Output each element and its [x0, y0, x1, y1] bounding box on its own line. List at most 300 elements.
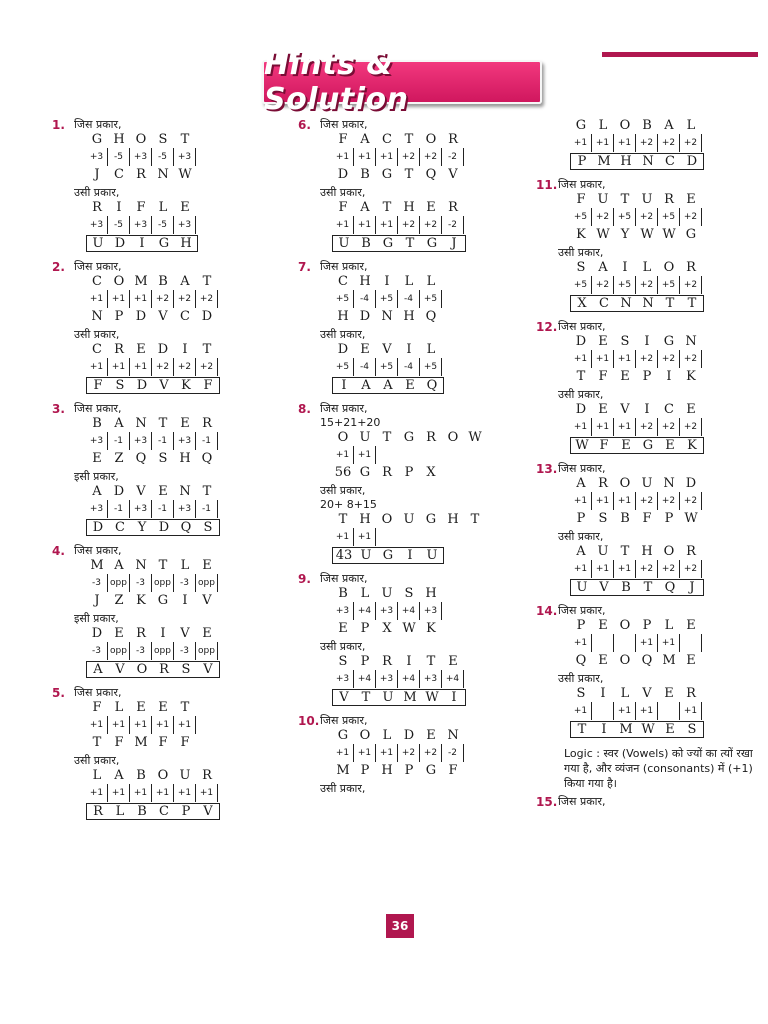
word-letters-cell: N	[135, 558, 147, 573]
operation-row-cell: +2	[636, 418, 658, 436]
operation-row-cell: +5	[332, 290, 354, 308]
operation-row-cell: +1	[592, 560, 614, 578]
operation-row-cell: +2	[636, 208, 658, 226]
word-letters-cell: L	[426, 342, 436, 357]
answer-letters-cell: G	[426, 236, 438, 251]
word-letters-cell: E	[426, 200, 436, 215]
result-letters-cell: P	[642, 369, 652, 384]
word-letters-cell: N	[179, 484, 191, 499]
word-letters-cell: A	[92, 484, 102, 499]
question-number: 6.	[298, 118, 311, 132]
answer-letters-cell: K	[687, 438, 697, 453]
operation-row-cell	[614, 634, 636, 652]
operation-row	[86, 573, 292, 593]
operation-row-cell: +1	[354, 528, 376, 546]
operation-row-cell: +2	[152, 290, 174, 308]
operation-row-cell: +2	[174, 358, 196, 376]
word-letters-cell: U	[597, 544, 609, 559]
word-letters-cell: M	[90, 558, 104, 573]
word-letters-cell: E	[686, 402, 696, 417]
label-usi: उसी प्रकार,	[558, 388, 604, 401]
result-letters	[86, 593, 292, 608]
result-letters-cell: H	[179, 451, 191, 466]
word-letters-cell: S	[158, 132, 168, 147]
answer-letters	[86, 519, 220, 536]
answer-letters-cell: Q	[426, 378, 438, 393]
result-letters-cell: W	[684, 511, 698, 526]
result-letters-cell: Q	[425, 309, 437, 324]
operation-row-cell: +1	[354, 148, 376, 166]
word-letters-cell: T	[426, 654, 436, 669]
result-letters-cell: C	[114, 167, 124, 182]
word-letters-cell: I	[406, 654, 412, 669]
word-letters-cell: F	[338, 132, 348, 147]
answer-letters-cell: I	[341, 378, 347, 393]
answer-letters	[570, 295, 704, 312]
result-letters-cell: P	[360, 763, 370, 778]
answer-letters-cell: C	[599, 296, 609, 311]
word-letters-cell: C	[664, 402, 674, 417]
word-letters-cell: R	[686, 544, 696, 559]
label-jis: जिस प्रकार,	[558, 604, 606, 617]
word-letters-cell: F	[92, 700, 102, 715]
operation-row-cell	[592, 702, 614, 720]
operation-row-cell: -5	[108, 148, 130, 166]
question-8	[298, 402, 538, 564]
word-letters-cell: I	[116, 200, 122, 215]
word-letters	[86, 626, 292, 641]
operation-row-cell: +3	[174, 148, 196, 166]
word-letters-cell: T	[202, 342, 212, 357]
operation-row-cell: +1	[614, 134, 636, 152]
operation-row-cell: -1	[108, 500, 130, 518]
word-letters-cell: L	[158, 200, 168, 215]
operation-row	[332, 147, 538, 167]
word-letters-cell: R	[92, 200, 102, 215]
result-letters-cell: C	[180, 309, 190, 324]
result-letters-cell: H	[337, 309, 349, 324]
word-letters-cell: L	[114, 700, 124, 715]
result-letters	[332, 465, 538, 480]
word-letters-cell: F	[136, 200, 146, 215]
operation-row-cell: +2	[152, 358, 174, 376]
word-letters-cell: H	[403, 200, 415, 215]
word-letters-cell: G	[403, 430, 415, 445]
label-usi: इसी प्रकार,	[74, 470, 119, 483]
operation-row-cell: -4	[398, 358, 420, 376]
word-letters-cell: E	[136, 342, 146, 357]
operation-row-cell: +3	[130, 432, 152, 450]
word-letters-cell: D	[575, 334, 587, 349]
result-letters-cell: H	[403, 309, 415, 324]
operation-row-cell: +2	[658, 418, 680, 436]
operation-row	[570, 349, 762, 369]
label-jis: जिस प्रकार,	[320, 118, 368, 131]
word-letters	[332, 430, 538, 445]
word-letters-cell: D	[337, 342, 349, 357]
operation-row-cell: +4	[354, 670, 376, 688]
operation-row-cell: opp	[108, 642, 130, 660]
label-jis: जिस प्रकार,	[320, 260, 368, 273]
operation-row-cell: +1	[570, 418, 592, 436]
label-usi: उसी प्रकार,	[320, 782, 366, 795]
operation-row-cell: -3	[86, 642, 108, 660]
operation-row-cell: opp	[196, 574, 218, 592]
operation-row-cell: +1	[570, 634, 592, 652]
operation-row-cell: +3	[86, 500, 108, 518]
word-letters-cell: E	[360, 342, 370, 357]
word-letters-cell: I	[644, 402, 650, 417]
operation-row	[570, 701, 762, 721]
question-number: 2.	[52, 260, 65, 274]
answer-letters-cell: E	[665, 438, 675, 453]
question-6	[298, 118, 538, 252]
operation-row-cell: +3	[174, 216, 196, 234]
result-letters-cell: J	[94, 167, 100, 182]
operation-row-cell: +1	[152, 784, 174, 802]
label-jis: जिस प्रकार,	[558, 462, 606, 475]
operation-row-cell: +1	[570, 492, 592, 510]
question-7	[298, 260, 538, 394]
operation-row-cell: +1	[614, 560, 636, 578]
word-letters-cell: T	[158, 558, 168, 573]
operation-row-cell: -3	[174, 642, 196, 660]
result-letters	[570, 369, 762, 384]
column-1	[52, 118, 292, 828]
word-letters-cell: U	[359, 430, 371, 445]
word-letters-cell: H	[425, 586, 437, 601]
operation-row-cell: +3	[376, 602, 398, 620]
operation-row-cell: +3	[130, 216, 152, 234]
result-letters-cell: W	[662, 227, 676, 242]
word-letters-cell: C	[92, 274, 102, 289]
result-letters-cell: N	[381, 309, 393, 324]
word-letters-cell: P	[576, 618, 586, 633]
operation-row	[86, 289, 292, 309]
operation-row-cell: opp	[152, 574, 174, 592]
operation-row-cell: +2	[420, 148, 442, 166]
word-letters-cell: N	[135, 416, 147, 431]
answer-letters-cell: S	[115, 378, 125, 393]
operation-row-cell: +1	[354, 216, 376, 234]
answer-letters-cell: V	[115, 662, 125, 677]
question-number: 9.	[298, 572, 311, 586]
result-letters-cell: S	[598, 511, 608, 526]
word-letters-cell: A	[114, 558, 124, 573]
operation-row-cell: -2	[442, 744, 464, 762]
word-letters-cell: N	[663, 476, 675, 491]
sum-expression: 20+ 8+15	[320, 498, 377, 511]
result-letters-cell: P	[664, 511, 674, 526]
result-letters	[86, 167, 292, 182]
answer-letters-cell: U	[338, 236, 350, 251]
answer-letters-cell: I	[407, 548, 413, 563]
word-letters-cell: L	[92, 768, 102, 783]
result-letters-cell: K	[686, 369, 696, 384]
operation-row-cell: +3	[86, 432, 108, 450]
operation-row-cell: +1	[108, 290, 130, 308]
word-letters-cell: E	[158, 484, 168, 499]
operation-row-cell: +1	[108, 358, 130, 376]
answer-letters-cell: C	[159, 804, 169, 819]
operation-row-cell: -1	[152, 432, 174, 450]
operation-row-cell: +3	[420, 670, 442, 688]
operation-row-cell: +2	[196, 358, 218, 376]
operation-row-cell: +1	[130, 290, 152, 308]
word-letters-cell: T	[180, 132, 190, 147]
operation-row-cell: +5	[658, 208, 680, 226]
word-letters-cell: E	[598, 402, 608, 417]
word-letters	[86, 342, 292, 357]
label-usi: उसी प्रकार,	[558, 530, 604, 543]
result-letters-cell: E	[686, 653, 696, 668]
operation-row-cell: +4	[398, 670, 420, 688]
word-letters	[332, 132, 538, 147]
label-jis: जिस प्रकार,	[320, 714, 368, 727]
word-letters-cell: C	[338, 274, 348, 289]
word-letters-cell: E	[598, 334, 608, 349]
word-letters	[570, 402, 762, 417]
operation-row-cell: +1	[636, 702, 658, 720]
result-letters-cell: O	[619, 653, 631, 668]
answer-letters-cell: R	[159, 662, 169, 677]
word-letters-cell: R	[686, 260, 696, 275]
operation-row-cell: +3	[174, 500, 196, 518]
result-letters-cell: X	[426, 465, 436, 480]
operation-row-cell: +3	[86, 148, 108, 166]
result-letters	[570, 227, 762, 242]
word-letters-cell: R	[448, 200, 458, 215]
operation-row-cell: +1	[636, 634, 658, 652]
result-letters-cell: I	[182, 593, 188, 608]
label-jis: जिस प्रकार,	[558, 320, 606, 333]
operation-row-cell: -5	[108, 216, 130, 234]
answer-letters-cell: Y	[137, 520, 147, 535]
word-letters-cell: B	[338, 586, 348, 601]
label-jis: जिस प्रकार,	[558, 795, 606, 808]
operation-row	[86, 147, 292, 167]
question-number: 7.	[298, 260, 311, 274]
label-usi: उसी प्रकार,	[558, 672, 604, 685]
word-letters	[570, 544, 762, 559]
operation-row-cell: -3	[130, 574, 152, 592]
result-letters-cell: K	[136, 593, 146, 608]
column-2	[298, 118, 538, 804]
operation-row-cell: opp	[152, 642, 174, 660]
word-letters-cell: R	[448, 132, 458, 147]
word-letters	[332, 342, 538, 357]
question-number: 1.	[52, 118, 65, 132]
result-letters-cell: X	[382, 621, 392, 636]
word-letters-cell: B	[158, 274, 168, 289]
operation-row-cell: +2	[398, 216, 420, 234]
operation-row-cell: +1	[570, 702, 592, 720]
question-number: 5.	[52, 686, 65, 700]
word-letters	[332, 200, 538, 215]
operation-row-cell: +2	[680, 276, 702, 294]
operation-row-cell: -4	[398, 290, 420, 308]
operation-row-cell: +2	[680, 134, 702, 152]
word-letters-cell: F	[576, 192, 586, 207]
operation-row-cell: +1	[592, 418, 614, 436]
word-letters	[570, 334, 762, 349]
word-letters-cell: T	[180, 700, 190, 715]
label-jis: जिस प्रकार,	[320, 402, 368, 415]
answer-letters-cell: C	[115, 520, 125, 535]
result-letters-cell: V	[158, 309, 168, 324]
label-jis: जिस प्रकार,	[74, 260, 122, 273]
operation-row-cell: +5	[420, 290, 442, 308]
answer-letters-cell: 43	[335, 548, 353, 563]
operation-row-cell: +1	[130, 358, 152, 376]
result-letters-cell: P	[577, 154, 587, 169]
word-letters-cell: O	[337, 430, 349, 445]
operation-row-cell: +2	[658, 350, 680, 368]
word-letters-cell: I	[384, 274, 390, 289]
operation-row-cell: +2	[592, 208, 614, 226]
question-10	[298, 714, 538, 796]
result-letters-cell: W	[596, 227, 610, 242]
word-letters-cell: I	[406, 342, 412, 357]
operation-row	[332, 445, 538, 465]
operation-row	[86, 215, 292, 235]
label-jis: जिस प्रकार,	[558, 178, 606, 191]
answer-letters-cell: N	[620, 296, 632, 311]
word-letters-cell: P	[360, 654, 370, 669]
operation-row-cell: +1	[86, 290, 108, 308]
word-letters-cell: R	[426, 430, 436, 445]
label-usi: उसी प्रकार,	[74, 186, 120, 199]
word-letters-cell: L	[382, 728, 392, 743]
word-letters-cell: B	[642, 118, 652, 133]
operation-row-cell: -3	[130, 642, 152, 660]
result-letters-cell: R	[136, 167, 146, 182]
operation-row-cell: +5	[570, 208, 592, 226]
word-letters-cell: L	[620, 686, 630, 701]
operation-row-cell: +1	[614, 492, 636, 510]
answer-letters-cell: T	[665, 296, 675, 311]
answer-letters-cell: M	[619, 722, 633, 737]
word-letters-cell: H	[113, 132, 125, 147]
word-letters-cell: T	[158, 416, 168, 431]
operation-row-cell: +1	[130, 716, 152, 734]
word-letters-cell: S	[404, 586, 414, 601]
label-jis: जिस प्रकार,	[74, 686, 122, 699]
question-11	[536, 178, 762, 312]
operation-row-cell: +1	[86, 358, 108, 376]
operation-row-cell: +1	[86, 784, 108, 802]
word-letters-cell: R	[598, 476, 608, 491]
word-letters-cell: D	[91, 626, 103, 641]
answer-letters-cell: D	[158, 520, 170, 535]
answer-letters	[86, 803, 220, 820]
result-letters-cell: N	[642, 154, 654, 169]
word-letters-cell: R	[202, 416, 212, 431]
result-letters-cell: V	[202, 593, 212, 608]
sum-expression: 15+21+20	[320, 416, 381, 429]
operation-row-cell: +1	[376, 216, 398, 234]
operation-row-cell: +1	[592, 134, 614, 152]
word-letters-cell: V	[642, 686, 652, 701]
operation-row-cell: +2	[636, 134, 658, 152]
operation-row	[86, 499, 292, 519]
word-letters-cell: T	[338, 512, 348, 527]
result-letters-cell: Q	[641, 653, 653, 668]
result-letters-cell: K	[576, 227, 586, 242]
label-usi: उसी प्रकार,	[558, 246, 604, 259]
operation-row	[332, 601, 538, 621]
operation-row-cell: +4	[354, 602, 376, 620]
operation-row-cell: +2	[636, 492, 658, 510]
word-letters-cell: O	[425, 132, 437, 147]
word-letters-cell: A	[576, 476, 586, 491]
answer-letters-cell: S	[181, 662, 191, 677]
answer-letters	[332, 547, 444, 564]
operation-row-cell: +1	[332, 148, 354, 166]
word-letters-cell: C	[382, 132, 392, 147]
result-letters-cell: F	[180, 735, 190, 750]
answer-letters	[570, 721, 704, 738]
answer-letters-cell: A	[93, 662, 103, 677]
question-number: 13.	[536, 462, 558, 476]
answer-letters-cell: G	[158, 236, 170, 251]
operation-row-cell: +2	[420, 216, 442, 234]
question-number: 10.	[298, 714, 320, 728]
operation-row-cell: -5	[152, 216, 174, 234]
operation-row-cell: +3	[86, 216, 108, 234]
answer-letters-cell: D	[92, 520, 104, 535]
word-letters-cell: E	[202, 626, 212, 641]
operation-row-cell: +1	[86, 716, 108, 734]
question-3	[52, 402, 292, 536]
answer-letters-cell: G	[642, 438, 654, 453]
operation-row-cell: +3	[332, 602, 354, 620]
operation-row	[86, 641, 292, 661]
result-letters-cell: F	[598, 369, 608, 384]
result-letters-cell: N	[91, 309, 103, 324]
word-letters-cell: H	[359, 512, 371, 527]
word-letters-cell: L	[426, 274, 436, 289]
result-letters-cell: F	[642, 511, 652, 526]
result-letters-cell: D	[201, 309, 213, 324]
operation-row-cell: opp	[196, 642, 218, 660]
operation-row-cell: +5	[570, 276, 592, 294]
operation-row-cell: -4	[354, 290, 376, 308]
operation-row	[86, 783, 292, 803]
question-number: 8.	[298, 402, 311, 416]
result-letters-cell: M	[597, 154, 611, 169]
word-letters-cell: L	[686, 118, 696, 133]
operation-row-cell: +1	[332, 528, 354, 546]
result-letters-cell: G	[381, 167, 393, 182]
answer-letters	[332, 235, 466, 252]
word-letters-cell: E	[686, 618, 696, 633]
answer-letters-cell: A	[383, 378, 393, 393]
operation-row-cell: -4	[354, 358, 376, 376]
operation-row-cell: +1	[332, 216, 354, 234]
result-letters-cell: W	[178, 167, 192, 182]
operation-row-cell: -1	[196, 500, 218, 518]
result-letters-cell: P	[114, 309, 124, 324]
operation-row-cell: -3	[86, 574, 108, 592]
label-jis: जिस प्रकार,	[74, 118, 122, 131]
label-usi: इसी प्रकार,	[74, 612, 119, 625]
answer-letters-cell: L	[115, 804, 125, 819]
word-letters-cell: E	[158, 700, 168, 715]
result-letters-cell: T	[404, 167, 414, 182]
operation-row-cell: +1	[332, 744, 354, 762]
word-letters-cell: G	[425, 512, 437, 527]
